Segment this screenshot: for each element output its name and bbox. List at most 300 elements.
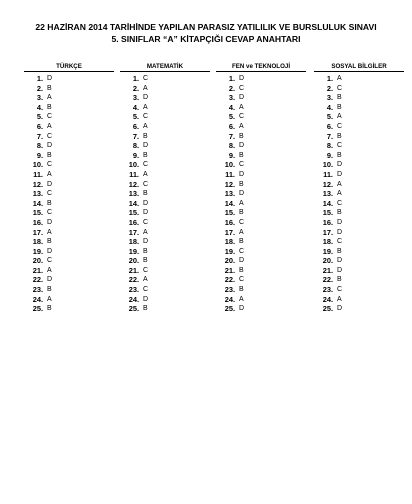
answer-row — [314, 160, 404, 170]
answer-row — [314, 112, 404, 122]
section-matematik — [120, 62, 210, 314]
answer-row — [314, 295, 404, 305]
answer-letter: C — [143, 180, 149, 188]
question-number: 5. — [326, 112, 333, 122]
answer-row — [24, 304, 114, 314]
answer-row — [24, 122, 114, 132]
answer-row — [314, 285, 404, 295]
question-number: 5. — [228, 112, 235, 122]
answer-row — [216, 122, 306, 132]
question-number: 16. — [224, 217, 235, 227]
answer-list — [314, 74, 404, 314]
answer-letter: C — [47, 113, 53, 121]
answer-letter: B — [337, 151, 342, 159]
question-number: 1. — [36, 74, 43, 83]
question-number: 22. — [128, 275, 139, 285]
answer-row — [314, 247, 404, 257]
answer-list — [120, 74, 210, 314]
answer-letter: B — [143, 151, 148, 159]
answer-row — [24, 151, 114, 161]
answer-row — [216, 285, 306, 295]
answer-letter: D — [47, 75, 53, 82]
question-number: 15. — [128, 208, 139, 218]
answer-row — [120, 285, 210, 295]
question-number: 7. — [36, 131, 43, 141]
question-number: 3. — [132, 93, 139, 103]
question-number: 4. — [132, 102, 139, 112]
answer-letter: C — [47, 190, 53, 198]
answer-letter: B — [47, 103, 52, 111]
answer-letter: C — [239, 276, 245, 284]
answer-letter: A — [337, 190, 342, 198]
answer-letter: D — [47, 247, 53, 255]
answer-row — [120, 275, 210, 285]
answer-row — [120, 74, 210, 84]
answer-row — [216, 84, 306, 94]
answer-letter: B — [47, 305, 52, 313]
question-number: 15. — [322, 208, 333, 218]
answer-row — [314, 208, 404, 218]
question-number: 21. — [322, 265, 333, 275]
question-number: 23. — [322, 285, 333, 295]
answer-row — [314, 237, 404, 247]
answer-letter: D — [337, 228, 343, 236]
answer-row — [314, 275, 404, 285]
answer-letter: C — [239, 247, 245, 255]
answer-letter: D — [239, 257, 245, 265]
answer-row — [24, 170, 114, 180]
section-heading: MATEMATİK — [120, 62, 210, 72]
answer-letter: A — [47, 170, 52, 178]
answer-row — [216, 275, 306, 285]
answer-letter: C — [337, 84, 343, 92]
question-number: 18. — [128, 237, 139, 247]
answer-row — [314, 74, 404, 84]
answer-letter: C — [337, 122, 343, 130]
document-title: 22 HAZİRAN 2014 TARİHİNDE YAPILAN PARASIZ YATILILIK VE BURSLULUK SINAVI — [35, 22, 377, 32]
answer-row — [24, 132, 114, 142]
answer-row — [24, 228, 114, 238]
question-number: 13. — [322, 189, 333, 199]
answer-list — [216, 74, 306, 314]
answer-letter: A — [143, 228, 148, 236]
question-number: 15. — [224, 208, 235, 218]
question-number: 5. — [132, 112, 139, 122]
answer-letter: B — [47, 238, 52, 246]
question-number: 25. — [128, 304, 139, 314]
question-number: 12. — [224, 179, 235, 189]
answer-row — [24, 218, 114, 228]
question-number: 19. — [224, 246, 235, 256]
question-number: 11. — [33, 169, 43, 179]
question-number: 1. — [326, 74, 333, 83]
answer-row — [216, 151, 306, 161]
answer-row — [120, 295, 210, 305]
answer-row — [314, 218, 404, 228]
question-number: 22. — [32, 275, 43, 285]
question-number: 19. — [322, 246, 333, 256]
question-number: 6. — [132, 121, 139, 131]
answer-letter: A — [239, 199, 244, 207]
question-number: 20. — [128, 256, 139, 266]
question-number: 8. — [132, 141, 139, 151]
answer-letter: B — [239, 180, 244, 188]
answer-row — [216, 112, 306, 122]
question-number: 9. — [228, 150, 235, 160]
question-number: 8. — [326, 141, 333, 151]
answer-row — [216, 103, 306, 113]
answer-row — [120, 304, 210, 314]
answer-letter: D — [143, 142, 149, 150]
answer-letter: D — [143, 94, 149, 102]
answer-row — [216, 247, 306, 257]
question-number: 14. — [322, 198, 333, 208]
answer-letter: B — [239, 238, 244, 246]
answer-row — [216, 180, 306, 190]
answer-letter: A — [337, 180, 342, 188]
answer-letter: B — [239, 209, 244, 217]
question-number: 8. — [228, 141, 235, 151]
answer-letter: B — [337, 103, 342, 111]
question-number: 20. — [32, 256, 43, 266]
answer-letter: C — [143, 75, 149, 82]
question-number: 24. — [224, 294, 235, 304]
answer-letter: A — [47, 295, 52, 303]
question-number: 17. — [32, 227, 43, 237]
answer-row — [216, 189, 306, 199]
question-number: 10. — [322, 160, 333, 170]
answer-letter: D — [337, 305, 343, 313]
question-number: 7. — [326, 131, 333, 141]
question-number: 21. — [32, 265, 43, 275]
answer-letter: C — [47, 161, 53, 169]
answer-row — [120, 218, 210, 228]
answer-row — [120, 228, 210, 238]
question-number: 11. — [225, 169, 235, 179]
question-number: 6. — [36, 121, 43, 131]
answer-letter: C — [47, 257, 53, 265]
question-number: 12. — [32, 179, 43, 189]
section-heading: FEN ve TEKNOLOJİ — [216, 62, 306, 72]
question-number: 3. — [36, 93, 43, 103]
answer-row — [120, 256, 210, 266]
answer-row — [120, 160, 210, 170]
answer-letter: D — [47, 180, 53, 188]
answer-row — [24, 266, 114, 276]
answer-row — [24, 112, 114, 122]
answer-row — [314, 256, 404, 266]
question-number: 2. — [228, 83, 235, 93]
question-number: 23. — [224, 285, 235, 295]
answer-letter: B — [143, 257, 148, 265]
answer-letter: B — [47, 151, 52, 159]
question-number: 9. — [326, 150, 333, 160]
question-number: 2. — [326, 83, 333, 93]
question-number: 25. — [224, 304, 235, 314]
question-number: 25. — [322, 304, 333, 314]
question-number: 24. — [128, 294, 139, 304]
answer-list — [24, 74, 114, 314]
answer-row — [120, 132, 210, 142]
question-number: 16. — [322, 217, 333, 227]
question-number: 25. — [32, 304, 43, 314]
answer-letter: C — [143, 161, 149, 169]
answer-row — [216, 237, 306, 247]
section-heading: SOSYAL BİLGİLER — [314, 62, 404, 72]
question-number: 19. — [32, 246, 43, 256]
answer-letter: D — [239, 305, 245, 313]
question-number: 13. — [128, 189, 139, 199]
question-number: 17. — [322, 227, 333, 237]
answer-row — [24, 160, 114, 170]
answer-letter: A — [47, 266, 52, 274]
answer-row — [120, 180, 210, 190]
answer-letter: B — [143, 190, 148, 198]
answer-row — [216, 93, 306, 103]
answer-row — [120, 122, 210, 132]
answer-row — [314, 170, 404, 180]
answer-row — [120, 208, 210, 218]
answer-letter: B — [337, 247, 342, 255]
answer-row — [216, 266, 306, 276]
answer-letter: A — [143, 103, 148, 111]
answer-letter: B — [239, 132, 244, 140]
answer-letter: A — [239, 103, 244, 111]
question-number: 1. — [228, 74, 235, 83]
question-number: 4. — [228, 102, 235, 112]
answer-row — [24, 199, 114, 209]
answer-letter: D — [239, 94, 245, 102]
question-number: 10. — [32, 160, 43, 170]
answer-letter: A — [47, 94, 52, 102]
question-number: 20. — [224, 256, 235, 266]
document-subtitle: 5. SINIFLAR “A” KİTAPÇIĞI CEVAP ANAHTARI — [111, 34, 301, 44]
question-number: 15. — [32, 208, 43, 218]
answer-row — [216, 208, 306, 218]
answer-row — [24, 180, 114, 190]
answer-letter: A — [143, 122, 148, 130]
answer-letter: D — [143, 199, 149, 207]
answer-row — [216, 256, 306, 266]
answer-letter: C — [239, 161, 245, 169]
answer-row — [314, 199, 404, 209]
answer-letter: A — [239, 295, 244, 303]
answer-letter: C — [47, 132, 53, 140]
answer-row — [216, 132, 306, 142]
question-number: 17. — [128, 227, 139, 237]
section-fen-ve-teknoloji — [216, 62, 306, 314]
question-number: 17. — [224, 227, 235, 237]
answer-row — [24, 74, 114, 84]
answer-letter: C — [337, 238, 343, 246]
question-number: 21. — [224, 265, 235, 275]
answer-row — [216, 304, 306, 314]
question-number: 16. — [32, 217, 43, 227]
answer-letter: B — [337, 276, 342, 284]
answer-letter: D — [239, 190, 245, 198]
answer-row — [314, 304, 404, 314]
answer-letter: C — [47, 209, 53, 217]
answer-letter: D — [337, 218, 343, 226]
answer-row — [120, 199, 210, 209]
answer-row — [120, 237, 210, 247]
answer-row — [314, 151, 404, 161]
question-number: 18. — [322, 237, 333, 247]
answer-row — [314, 266, 404, 276]
answer-row — [120, 189, 210, 199]
answer-row — [314, 141, 404, 151]
answer-letter: B — [337, 209, 342, 217]
question-number: 13. — [224, 189, 235, 199]
answer-row — [24, 285, 114, 295]
answer-letter: A — [47, 228, 52, 236]
question-number: 6. — [326, 121, 333, 131]
answer-row — [216, 170, 306, 180]
answer-letter: B — [47, 199, 52, 207]
question-number: 5. — [36, 112, 43, 122]
answer-letter: C — [337, 286, 343, 294]
question-number: 14. — [32, 198, 43, 208]
answer-row — [24, 275, 114, 285]
answer-row — [24, 237, 114, 247]
answer-letter: C — [337, 142, 343, 150]
answer-row — [120, 103, 210, 113]
answer-row — [216, 295, 306, 305]
question-number: 22. — [322, 275, 333, 285]
answer-row — [314, 84, 404, 94]
answer-letter: A — [143, 84, 148, 92]
answer-letter: A — [337, 75, 342, 82]
answer-letter: B — [143, 247, 148, 255]
answer-letter: D — [47, 276, 53, 284]
answer-row — [24, 256, 114, 266]
answer-row — [314, 132, 404, 142]
answer-letter: B — [239, 151, 244, 159]
answer-row — [314, 180, 404, 190]
question-number: 18. — [32, 237, 43, 247]
question-number: 14. — [224, 198, 235, 208]
answer-row — [216, 141, 306, 151]
question-number: 23. — [32, 285, 43, 295]
answer-letter: A — [47, 122, 52, 130]
answer-letter: A — [239, 122, 244, 130]
section-heading: TÜRKÇE — [24, 62, 114, 72]
question-number: 7. — [228, 131, 235, 141]
answer-letter: D — [143, 295, 149, 303]
question-number: 20. — [322, 256, 333, 266]
question-number: 21. — [128, 265, 139, 275]
question-number: 3. — [326, 93, 333, 103]
answer-letter: B — [337, 132, 342, 140]
answer-row — [120, 112, 210, 122]
answer-letter: B — [239, 266, 244, 274]
answer-letter: B — [337, 94, 342, 102]
question-number: 2. — [132, 83, 139, 93]
answer-letter: D — [337, 257, 343, 265]
answer-row — [216, 160, 306, 170]
answer-letter: C — [143, 113, 149, 121]
answer-row — [24, 141, 114, 151]
answer-letter: B — [239, 286, 244, 294]
answer-letter: A — [239, 228, 244, 236]
answer-letter: B — [143, 132, 148, 140]
answer-letter: D — [337, 161, 343, 169]
answer-row — [24, 295, 114, 305]
question-number: 13. — [32, 189, 43, 199]
question-number: 10. — [224, 160, 235, 170]
section-turkce — [24, 62, 114, 314]
question-number: 16. — [128, 217, 139, 227]
answer-row — [24, 103, 114, 113]
answer-letter: A — [337, 113, 342, 121]
section-sosyal-bilgiler — [314, 62, 404, 314]
answer-letter: C — [239, 218, 245, 226]
answer-letter: B — [47, 84, 52, 92]
answer-row — [120, 266, 210, 276]
answer-row — [314, 228, 404, 238]
question-number: 4. — [326, 102, 333, 112]
answer-row — [120, 170, 210, 180]
answer-letter: D — [337, 170, 343, 178]
answer-letter: A — [143, 276, 148, 284]
answer-row — [24, 189, 114, 199]
question-number: 2. — [36, 83, 43, 93]
answer-row — [120, 141, 210, 151]
answer-row — [216, 199, 306, 209]
answer-letter: D — [143, 238, 149, 246]
question-number: 9. — [36, 150, 43, 160]
question-number: 6. — [228, 121, 235, 131]
question-number: 23. — [128, 285, 139, 295]
question-number: 11. — [129, 169, 139, 179]
answer-row — [216, 74, 306, 84]
answer-row — [216, 228, 306, 238]
question-number: 12. — [322, 179, 333, 189]
question-number: 8. — [36, 141, 43, 151]
answer-letter: C — [239, 113, 245, 121]
answer-letter: D — [143, 209, 149, 217]
answer-letter: D — [239, 142, 245, 150]
question-number: 14. — [128, 198, 139, 208]
question-number: 3. — [228, 93, 235, 103]
answer-row — [314, 189, 404, 199]
question-number: 24. — [322, 294, 333, 304]
answer-row — [314, 103, 404, 113]
answer-letter: D — [239, 75, 245, 82]
question-number: 11. — [323, 169, 333, 179]
answer-row — [216, 218, 306, 228]
question-number: 12. — [128, 179, 139, 189]
answer-row — [24, 208, 114, 218]
answer-letter: B — [143, 305, 148, 313]
answer-row — [24, 84, 114, 94]
question-number: 19. — [128, 246, 139, 256]
answer-letter: D — [47, 142, 53, 150]
answer-row — [314, 93, 404, 103]
answer-letter: C — [337, 199, 343, 207]
question-number: 1. — [132, 74, 139, 83]
question-number: 10. — [128, 160, 139, 170]
answer-letter: D — [47, 218, 53, 226]
question-number: 7. — [132, 131, 139, 141]
question-number: 9. — [132, 150, 139, 160]
question-number: 4. — [36, 102, 43, 112]
answer-letter: A — [337, 295, 342, 303]
answer-row — [120, 84, 210, 94]
answer-letter: D — [239, 170, 245, 178]
answer-letter: A — [143, 170, 148, 178]
answer-letter: C — [143, 218, 149, 226]
